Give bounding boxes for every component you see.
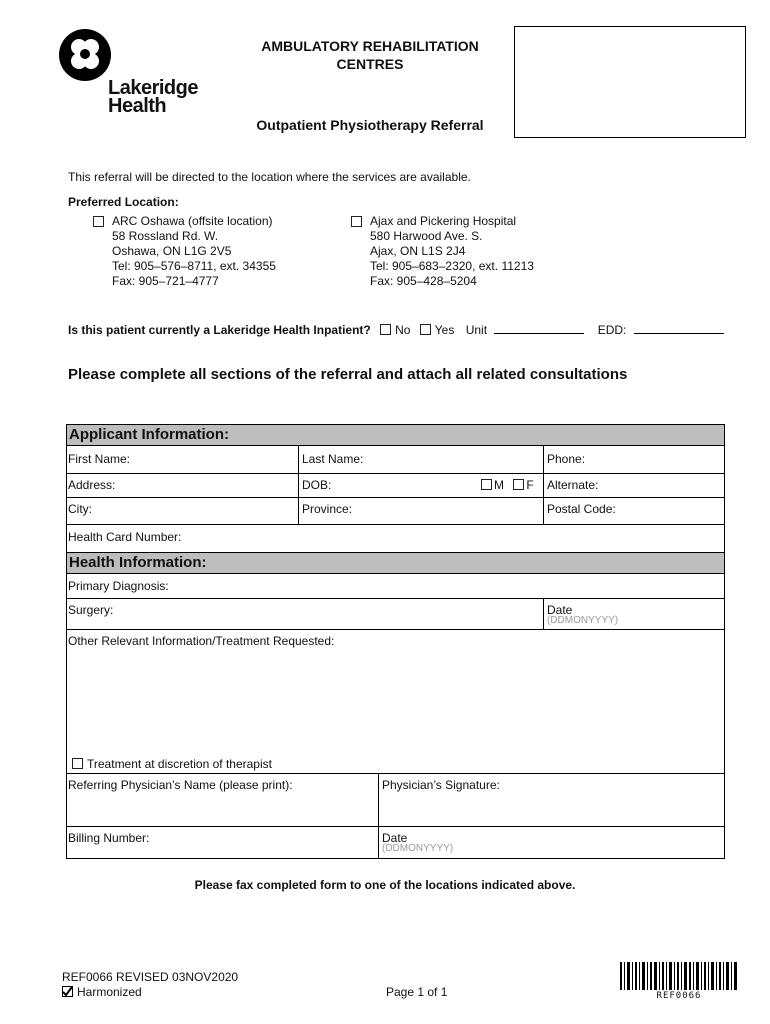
surgery-field[interactable]: Surgery: [68,603,114,617]
harmonized-row [62,985,142,1000]
barcode-icon [620,962,738,990]
female-checkbox[interactable] [513,479,524,490]
barcode-text: REF0066 [656,991,702,1001]
edd-field[interactable] [634,322,724,334]
instruction-heading: Please complete all sections of the referral and attach all related consultations [68,366,628,383]
first-name-field[interactable]: First Name: [68,452,131,466]
physician-signature-field[interactable]: Physician’s Signature: [382,778,500,792]
title-line-2: CENTRES [336,56,404,72]
revision-text: REF0066 REVISED 03NOV2020 [62,970,239,984]
patient-label-box[interactable] [514,26,746,138]
location-tel: Tel: 905–683–2320, ext. 11213 [370,259,534,273]
health-section-header: Health Information: [66,552,725,574]
discretion-checkbox[interactable] [72,758,83,769]
location-ajax-checkbox[interactable] [351,216,362,227]
location-name: ARC Oshawa (offsite location) [112,214,273,228]
inpatient-no-checkbox[interactable] [380,324,391,335]
title-line-1: AMBULATORY REHABILITATION [261,38,479,54]
location-street: 580 Harwood Ave. S. [370,229,483,243]
other-info-field[interactable]: Other Relevant Information/Treatment Requested: [68,634,335,648]
location-city: Oshawa, ON L1G 2V5 [112,244,232,258]
logo-text-health: Health [108,95,167,117]
checkmark-icon [62,986,73,997]
location-city: Ajax, ON L1S 2J4 [370,244,466,258]
applicant-section-header: Applicant Information: [66,424,725,446]
female-label: F [526,478,534,492]
barcode [620,962,738,1002]
form-table [66,446,725,859]
phone-field[interactable]: Phone: [547,452,586,466]
location-fax: Fax: 905–428–5204 [370,274,477,288]
unit-label: Unit [465,323,488,337]
discretion-label: Treatment at discretion of therapist [87,757,272,771]
billing-number-field[interactable]: Billing Number: [68,831,150,845]
preferred-location-label: Preferred Location: [68,195,179,209]
alternate-phone-field[interactable]: Alternate: [547,478,599,492]
logo-text-lakeridge: Lakeridge [108,77,198,99]
postal-code-field[interactable]: Postal Code: [547,502,616,516]
location-name: Ajax and Pickering Hospital [370,214,517,228]
location-fax: Fax: 905–721–4777 [112,274,219,288]
intro-text: This referral will be directed to the location where the services are available. [68,170,471,184]
edd-label: EDD: [597,323,627,337]
unit-field[interactable] [494,322,584,334]
male-checkbox[interactable] [481,479,492,490]
page-number: Page 1 of 1 [386,985,448,999]
harmonized-checkbox[interactable] [62,986,73,997]
inpatient-row [68,322,724,338]
referral-date-hint: (DDMONYYYY) [382,843,454,854]
lakeridge-logo [58,28,208,118]
last-name-field[interactable]: Last Name: [302,452,364,466]
surgery-date-hint: (DDMONYYYY) [547,615,619,626]
referral-date-label[interactable]: Date [382,831,408,845]
inpatient-yes-label: Yes [434,323,455,337]
surgery-date-label[interactable]: Date [547,603,573,617]
address-field[interactable]: Address: [68,478,116,492]
location-tel: Tel: 905–576–8711, ext. 34355 [112,259,276,273]
harmonized-label: Harmonized [77,985,142,999]
lakeridge-logo-icon [58,28,112,82]
province-field[interactable]: Province: [302,502,353,516]
fax-note: Please fax completed form to one of the locations indicated above. [194,878,576,892]
inpatient-question: Is this patient currently a Lakeridge Health Inpatient? [68,323,371,337]
male-label: M [494,478,504,492]
location-street: 58 Rossland Rd. W. [112,229,219,243]
dob-field[interactable]: DOB: [302,478,332,492]
discretion-option [72,757,272,771]
sex-options [481,478,534,492]
inpatient-no-label: No [395,323,411,337]
form-subtitle: Outpatient Physiotherapy Referral [256,117,484,133]
form-title [220,37,520,73]
inpatient-yes-checkbox[interactable] [420,324,431,335]
health-card-field[interactable]: Health Card Number: [68,530,182,544]
physician-name-field[interactable]: Referring Physician’s Name (please print): [68,778,293,792]
city-field[interactable]: City: [68,502,92,516]
primary-diagnosis-field[interactable]: Primary Diagnosis: [68,579,169,593]
location-oshawa-checkbox[interactable] [93,216,104,227]
